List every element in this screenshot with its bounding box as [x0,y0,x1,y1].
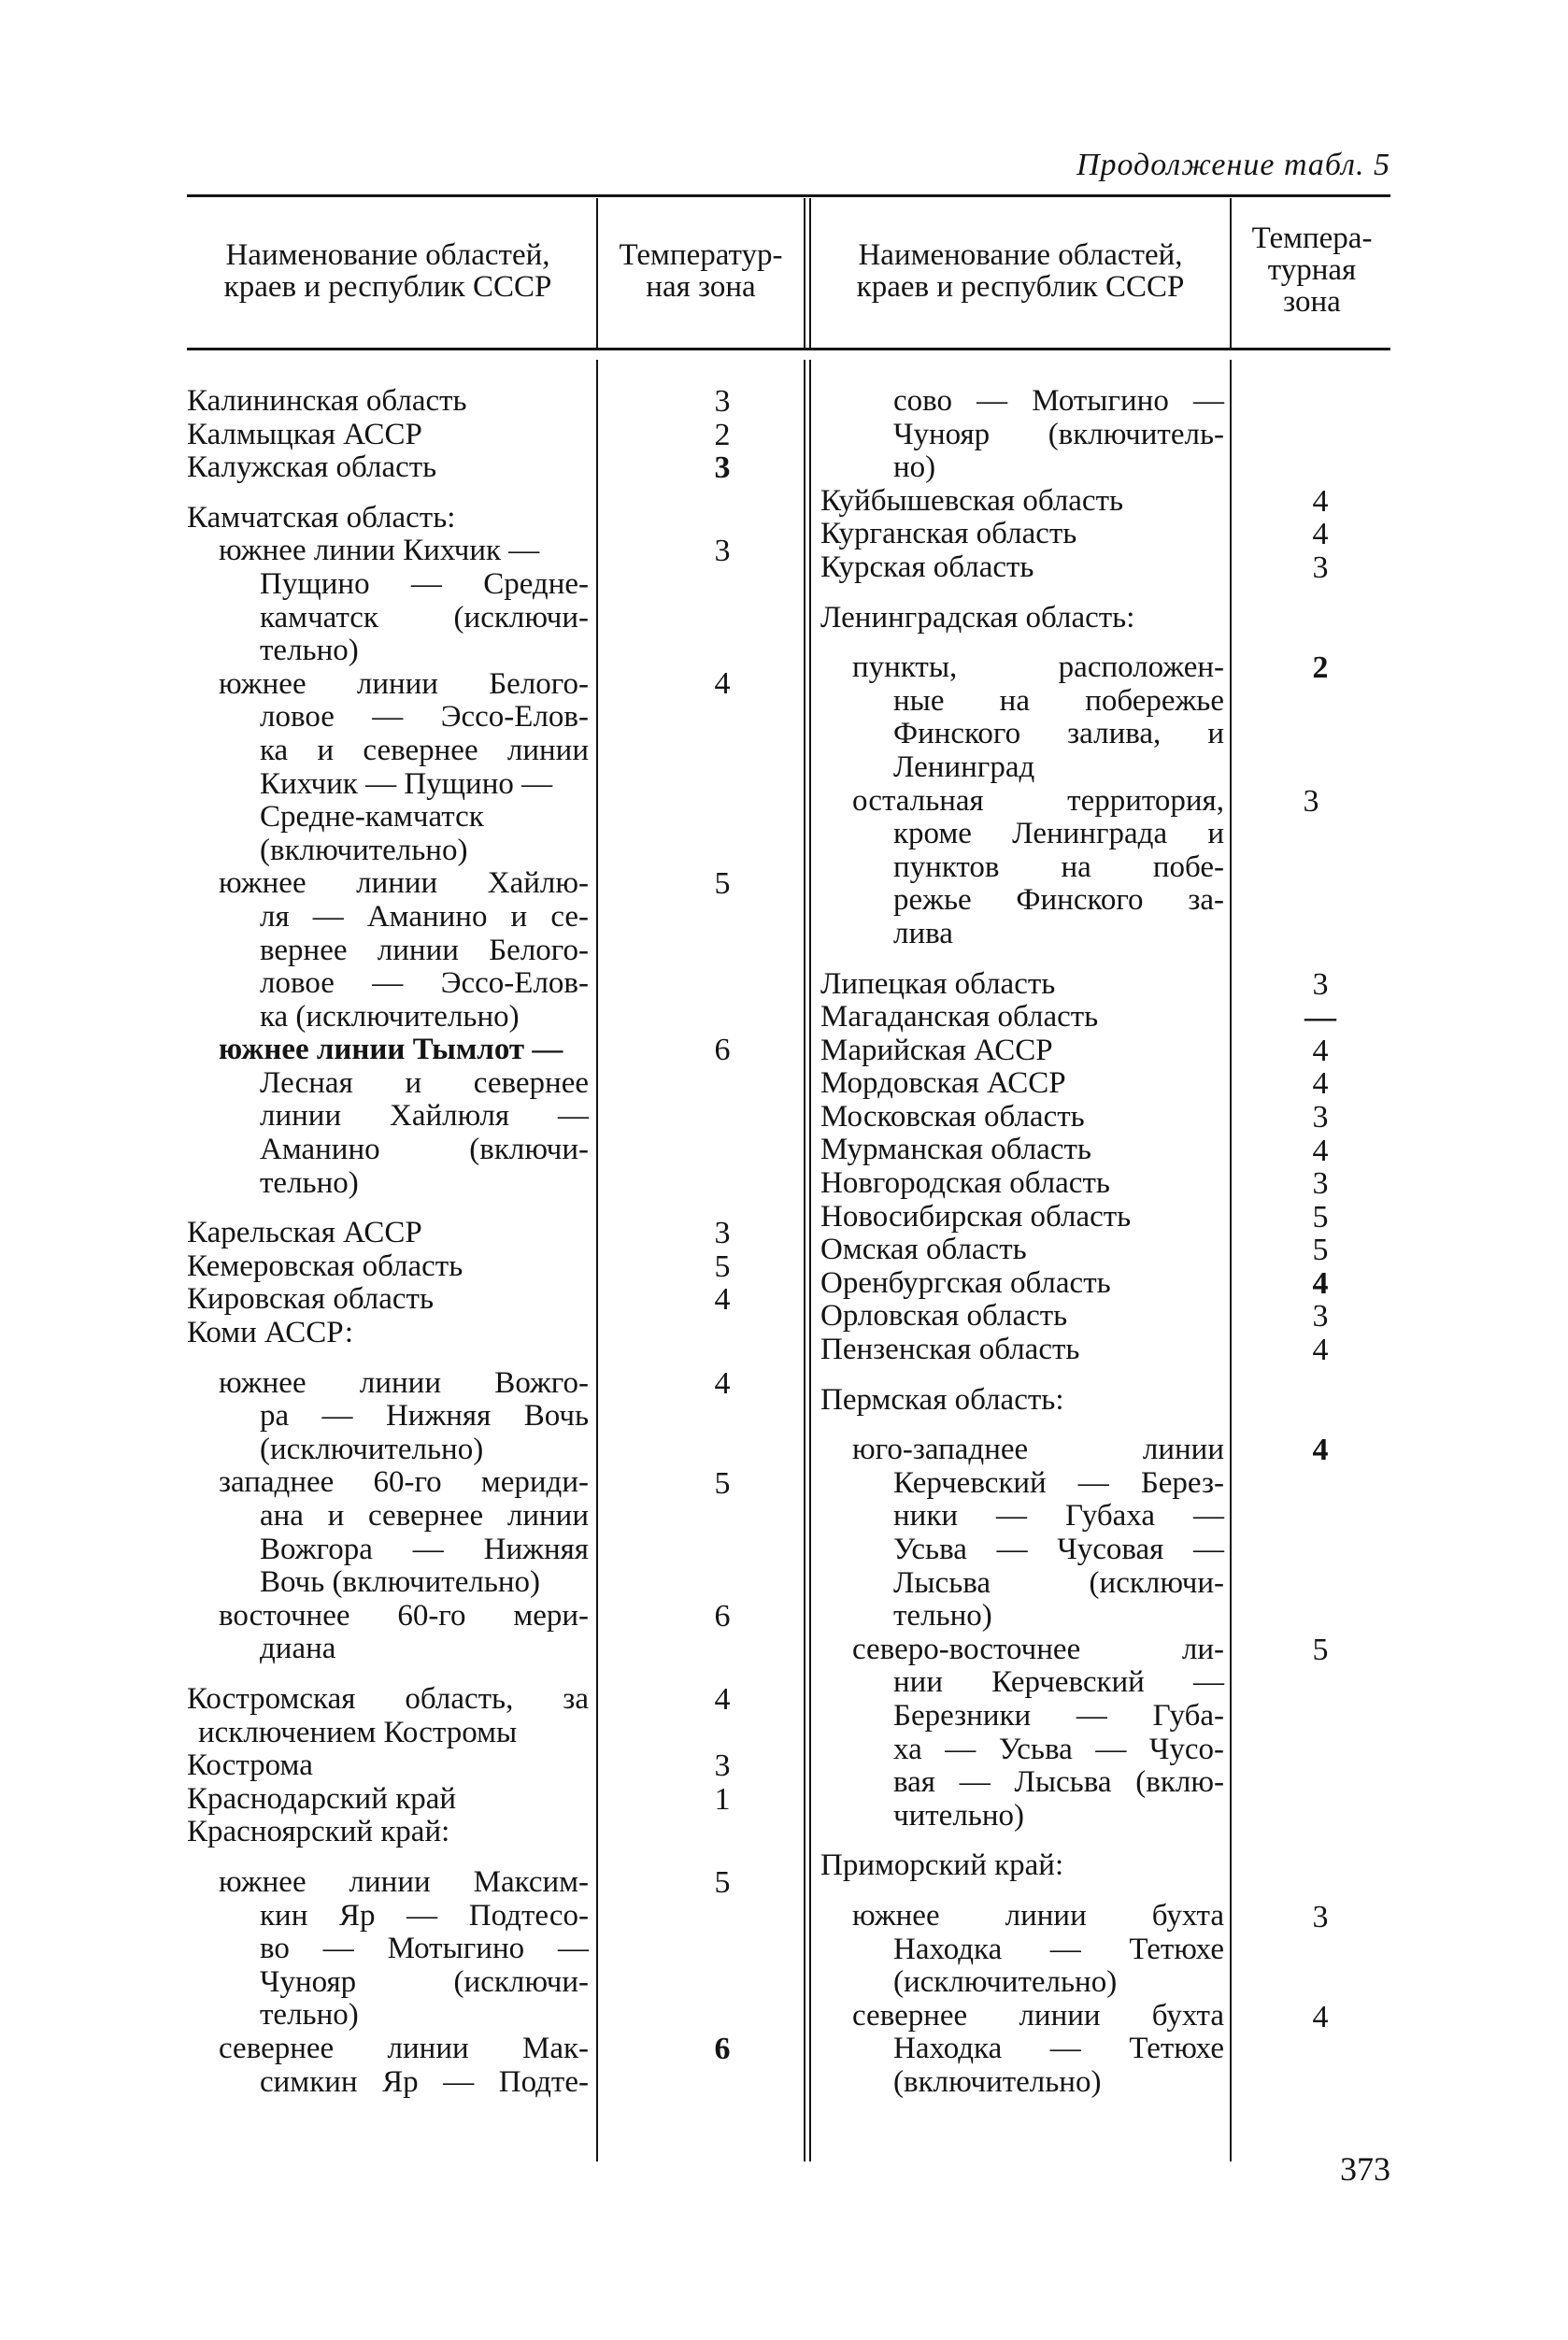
list-item: тельно) [893,1599,992,1634]
list-item: Лесная и севернее [260,1065,589,1100]
list-item: Средне-камчатск [260,800,484,835]
list-item: Омская область [820,1233,1027,1267]
list-item: симкин Яр — Подте- [260,2064,589,2099]
right-column [820,385,1224,2100]
zone-value: 4 [1312,1034,1329,1068]
divider-right-zone-body [1230,360,1232,2162]
divider-middle-a-body [804,360,805,2162]
header-right-name [815,239,1226,303]
list-item: чительно) [893,1798,1024,1833]
zone-value: 5 [714,866,731,901]
list-item: южнее линии Максим- [219,1864,589,1899]
zone-value: 4 [1312,2000,1329,2034]
zone-value: 3 [714,1216,731,1250]
header-left-name-line: Наименование областей, [225,238,550,272]
zone-value: 4 [714,1682,731,1717]
zone-value: 4 [1312,1433,1329,1467]
list-item: линии Хайлюля — [260,1099,589,1134]
list-item: Кихчик — Пущино — [260,766,553,801]
list-item: южнее линии Вожго- [219,1365,589,1400]
list-item: Кострома [187,1748,313,1783]
list-item: южнее линии Тымлот — [219,1033,563,1067]
header-right-zone [1233,222,1390,318]
divider-right-zone [1230,198,1232,348]
header-left-name [187,239,589,303]
list-item: Вожгора — Нижняя [260,1532,589,1566]
list-item: Пущино — Средне- [260,566,589,601]
zone-value: 3 [714,384,731,419]
zone-value: 5 [1312,1200,1329,1234]
zone-value: 4 [1312,484,1329,519]
list-item: ана и севернее линии [260,1499,589,1533]
divider-middle-a [804,198,805,348]
list-item: Чунояр (исключи- [260,1964,589,1999]
list-item: вая — Лысьва (вклю- [893,1765,1224,1800]
zone-value: 3 [1312,1299,1329,1334]
header-left-zone-line: ная зона [646,270,756,304]
header-right-zone-line: турная [1267,253,1357,287]
list-item: тельно) [260,1165,359,1200]
divider-middle-b [809,198,811,348]
list-item: восточнее 60-го мери- [219,1598,589,1633]
list-item: (исключительно) [893,1965,1118,2000]
list-item: кроме Ленинграда и [893,817,1224,851]
zone-value: 3 [714,450,731,485]
list-item: западнее 60-го мериди- [219,1465,589,1500]
list-item: Мурманская область [820,1133,1091,1167]
list-item: Ленинград [893,749,1035,784]
list-item: Курская область [820,549,1034,584]
list-item: режье Финского за- [893,883,1224,918]
list-item: Находка — Тетюхе [893,2032,1224,2066]
zone-value: 2 [1312,650,1329,685]
zone-value: 2 [714,418,731,452]
list-item: Аманино (включи- [260,1133,589,1167]
list-item: южнее линии Кихчик — [219,534,540,568]
list-item: севернее линии бухта [852,1998,1224,2033]
zone-value: 6 [714,1599,731,1634]
list-item: Магаданская область [820,1000,1099,1034]
list-item: лива [893,916,953,950]
list-item: Московская область [820,1099,1085,1134]
list-item: (включительно) [260,833,468,867]
zone-value: 3 [1312,550,1329,585]
list-item: тельно) [260,1998,359,2033]
list-item: Новгородская область [820,1166,1110,1201]
list-item: Кировская область [187,1282,435,1317]
zone-value: 4 [1312,1066,1329,1101]
zone-value: 5 [714,1865,731,1900]
list-item: Чунояр (включитель- [893,417,1224,451]
list-item: нии Керчевский — [893,1665,1224,1700]
divider-middle-b-body [809,360,811,2162]
left-column [187,385,589,2099]
list-item: ра — Нижняя Вочь [260,1399,589,1434]
list-item: южнее линии бухта [852,1898,1224,1933]
list-item: остальная территория, [852,783,1224,818]
header-right-zone-line: зона [1283,285,1341,319]
zone-value: 3 [714,1748,731,1783]
zone-value: 6 [714,1033,731,1067]
list-item: Пермская область: [820,1382,1064,1417]
list-item: (включительно) [893,2064,1102,2099]
table-caption: Продолжение табл. 5 [1076,148,1390,182]
list-item: Орловская область [820,1299,1068,1334]
zone-value: 6 [714,2032,731,2066]
list-item: Красноярский край: [187,1815,450,1849]
zone-value: 1 [714,1782,731,1817]
list-item: Усьва — Чусовая — [893,1533,1224,1566]
list-item: Мордовская АССР [820,1066,1066,1101]
list-item: Калмыцкая АССР [187,417,422,451]
zone-value: 3 [1303,784,1319,819]
list-item: кин Яр — Подтесо- [260,1898,589,1933]
list-item: вернее линии Белого- [260,933,589,967]
list-item: диана [260,1632,336,1666]
zone-value: — [1304,1000,1336,1034]
zone-value: 4 [714,1282,731,1317]
list-item: ха — Усьва — Чусо- [893,1732,1224,1766]
divider-left-zone-body [596,360,598,2162]
header-left-zone [600,239,802,303]
list-item: Куйбышевская область [820,483,1124,518]
list-item: Приморский край: [820,1848,1064,1883]
list-item: Марийская АССР [820,1033,1053,1067]
list-item: Липецкая область [820,966,1056,1001]
header-right-zone-line: Темпера- [1251,221,1373,255]
list-item: Калужская область [187,450,437,485]
list-item: но) [893,450,936,485]
list-item: во — Мотыгино — [260,1932,589,1966]
header-rule [187,348,1390,350]
list-item: Карельская АССР [187,1216,422,1250]
zone-value: 5 [1312,1233,1329,1267]
header-left-name-line: краев и республик СССР [223,270,552,304]
list-item: Лысьва (исключи- [893,1565,1224,1600]
list-item: тельно) [260,634,359,668]
list-item: пункты, расположен- [852,650,1224,685]
list-item: ные на побережье [893,683,1224,718]
list-item: Оренбургская область [820,1265,1111,1300]
header-right-name-line: краев и республик СССР [856,270,1185,304]
list-item: исключением Костромы [198,1715,518,1749]
zone-value: 4 [714,1366,731,1401]
list-item: пунктов на побе- [893,849,1224,884]
list-item: Краснодарский край [187,1781,457,1816]
list-item: Калининская область [187,384,467,418]
zone-value: 4 [1312,1134,1329,1168]
list-item: ловое — Эссо-Елов- [260,700,589,735]
list-item: Ленинградская область: [820,600,1135,635]
zone-value: 5 [1312,1633,1329,1667]
list-item: ка (исключительно) [260,999,520,1034]
list-item: Вочь (включительно) [260,1565,541,1600]
divider-left-zone [596,198,598,348]
list-item: Камчатская область: [187,500,456,535]
zone-value: 3 [1312,1100,1329,1134]
list-item: Финского залива, и [893,717,1224,751]
list-item: камчатск (исключи- [260,600,589,635]
zone-value: 3 [1312,1166,1329,1201]
header-right-name-line: Наименование областей, [858,238,1183,272]
zone-value: 4 [1312,1333,1329,1367]
zone-value: 3 [1312,967,1329,1002]
list-item: севернее линии Мак- [219,2031,589,2065]
list-item: Коми АССР: [187,1316,353,1350]
list-item: Пензенская область [820,1333,1080,1367]
list-item: ловое — Эссо-Елов- [260,966,589,1001]
zone-value: 3 [714,534,731,568]
zone-value: 3 [1312,1900,1329,1934]
list-item: юго-западнее линии [852,1433,1224,1467]
page-number: 373 [1340,2150,1390,2188]
list-item: ля — Аманино и се- [260,899,589,934]
list-item: Находка — Тетюхе [893,1932,1224,1966]
list-item: Костромская область, за [187,1681,589,1716]
zone-value: 5 [714,1249,731,1284]
zone-value: 5 [714,1466,731,1501]
header-left-zone-line: Температур- [619,238,783,272]
list-item: Керчевский — Берез- [893,1465,1224,1500]
list-item: Новосибирская область [820,1199,1132,1234]
list-item: южнее линии Хайлю- [219,866,589,901]
list-item: Курганская область [820,517,1077,551]
list-item: ка и севернее линии [260,733,589,767]
zone-value: 4 [714,666,731,701]
list-item: сово — Мотыгино — [893,384,1224,418]
list-item: Березники — Губа- [893,1698,1224,1733]
zone-value: 4 [1312,517,1329,551]
top-rule [187,194,1390,197]
list-item: ники — Губаха — [893,1499,1224,1534]
list-item: Кемеровская область [187,1248,463,1283]
list-item: северо-восточнее ли- [852,1632,1224,1666]
list-item: южнее линии Белого- [219,666,589,701]
zone-value: 4 [1312,1266,1329,1301]
list-item: (исключительно) [260,1432,484,1466]
